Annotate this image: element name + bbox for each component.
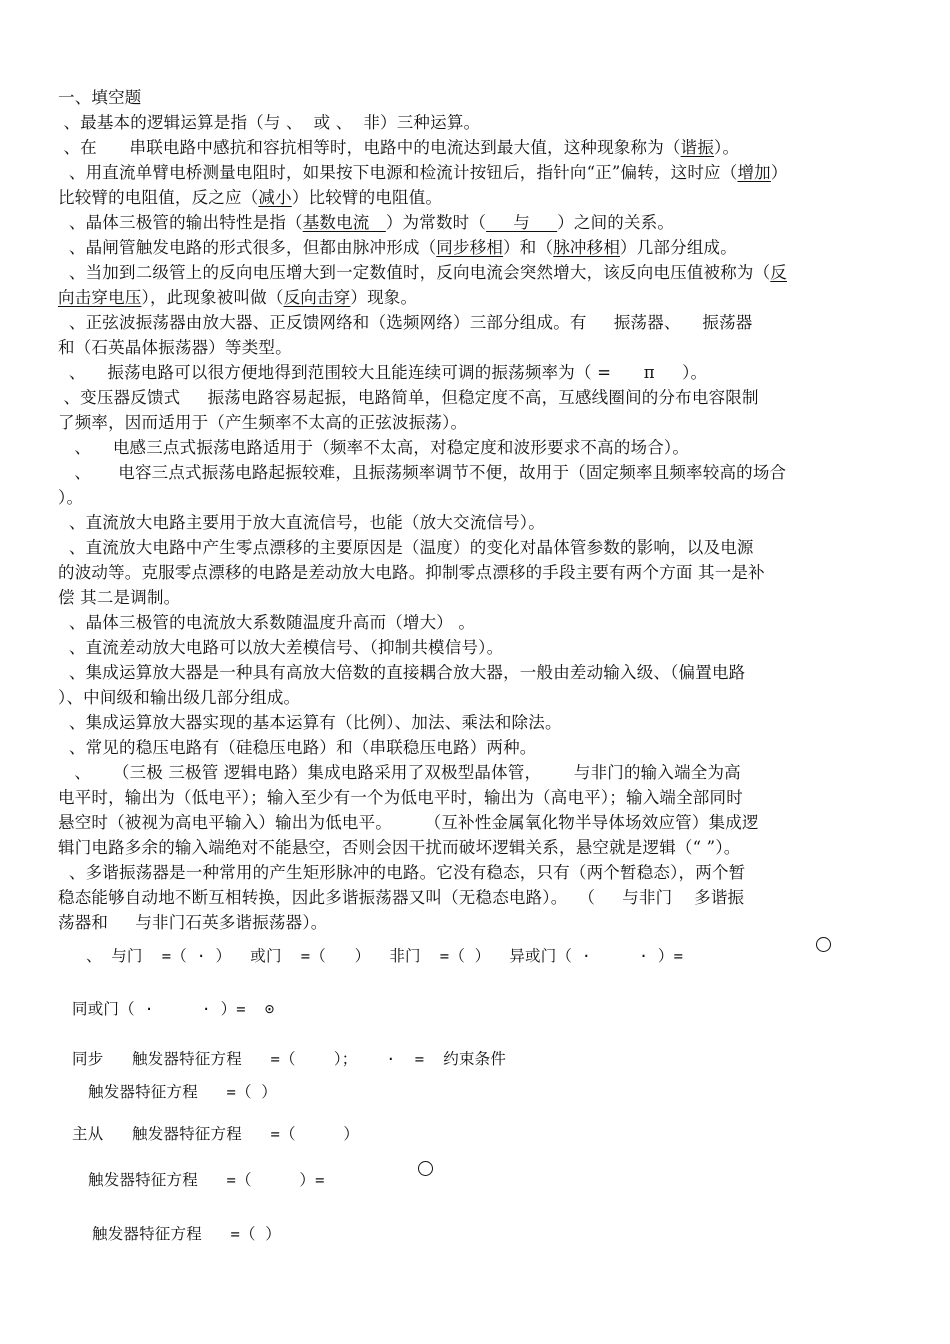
text-line bbox=[58, 163, 788, 183]
formula-text: 触发器特征方程 =（ ） bbox=[88, 1083, 277, 1101]
formula-text: 主从 触发器特征方程 =（ ） bbox=[72, 1125, 360, 1143]
formula-line bbox=[86, 946, 683, 966]
formula-text: 、 与门 =（ · ） 或门 =（ ） 非门 =（ ） 异或门（ · · ）= bbox=[86, 947, 684, 965]
text-line bbox=[58, 538, 754, 558]
line-text: 、晶体三极管的电流放大系数随温度升高而（增大） 。 bbox=[58, 613, 476, 632]
line-text: ）之间的关系。 bbox=[557, 213, 675, 232]
line-text: 辑门电路多余的输入端绝对不能悬空，否则会因干扰而破坏逻辑关系，悬空就是逻辑（“ ”）。 bbox=[58, 838, 741, 857]
text-line bbox=[58, 888, 744, 908]
line-text: ）现象。 bbox=[350, 288, 418, 307]
line-text: 、多谐振荡器是一种常用的产生矩形脉冲的电路。它没有稳态，只有（两个暂稳态），两个暂 bbox=[58, 863, 746, 882]
line-text: ）和（ bbox=[503, 238, 554, 257]
text-line bbox=[58, 663, 745, 683]
underlined-answer: 基数电流 bbox=[302, 213, 386, 232]
text-line bbox=[58, 363, 707, 383]
text-line bbox=[58, 288, 417, 308]
underlined-answer: 反 bbox=[770, 263, 787, 282]
underlined-answer: 反向击穿 bbox=[283, 288, 351, 307]
line-text: 稳态能够自动地不断互相转换，因此多谐振荡器又叫（无稳态电路）。 （ 与非门 多谐振 bbox=[58, 888, 745, 907]
formula-text: 触发器特征方程 =（ ） bbox=[92, 1225, 281, 1243]
text-line bbox=[58, 438, 689, 458]
line-text: ）、中间级和输出级几部分组成。 bbox=[58, 688, 301, 707]
text-line bbox=[58, 713, 562, 733]
underlined-answer: 减小 bbox=[258, 188, 292, 207]
formula-line bbox=[88, 1170, 325, 1190]
line-text: 、集成运算放大器是一种具有高放大倍数的直接耦合放大器，一般由差动输入级、（偏置电路 bbox=[58, 663, 746, 682]
text-line bbox=[58, 113, 480, 133]
text-line bbox=[58, 488, 83, 508]
text-line bbox=[58, 838, 740, 858]
text-line bbox=[58, 513, 545, 533]
formula-text: 同或门（ · · ）= ⊙ bbox=[72, 1000, 275, 1018]
line-text: 、 振荡电路可以很方便地得到范围较大且能连续可调的振荡频率为（ = π ）。 bbox=[58, 363, 708, 382]
underlined-answer: 增加 bbox=[737, 163, 771, 182]
line-text: 了频率，因而适用于（产生频率不太高的正弦波振荡）。 bbox=[58, 413, 468, 432]
underlined-answer: 向击穿电压 bbox=[58, 288, 142, 307]
text-line bbox=[58, 738, 537, 758]
text-line bbox=[58, 263, 787, 283]
text-line bbox=[58, 588, 180, 608]
line-text: ） bbox=[770, 163, 788, 182]
line-text: 、晶闸管触发电路的形式很多，但都由脉冲形成（ bbox=[58, 238, 437, 257]
underlined-answer: 与 bbox=[486, 213, 558, 232]
text-line bbox=[58, 913, 327, 933]
xor-circle-symbol bbox=[418, 1161, 433, 1176]
line-text: 、集成运算放大器实现的基本运算有（比例）、加法、乘法和除法。 bbox=[58, 713, 562, 732]
underlined-answer: 谐振 bbox=[680, 138, 715, 157]
line-text: 一、填空题 bbox=[58, 88, 142, 107]
formula-line bbox=[72, 1049, 506, 1069]
line-text: 和（石英晶体振荡器）等类型。 bbox=[58, 338, 292, 357]
text-line bbox=[58, 88, 142, 108]
formula-text: 同步 触发器特征方程 =（ ）； · = 约束条件 bbox=[72, 1050, 507, 1068]
line-text: 的波动等。克服零点漂移的电路是差动放大电路。抑制零点漂移的手段主要有两个方面 其一是补 bbox=[58, 563, 765, 582]
line-text: ）。 bbox=[58, 488, 84, 507]
text-line bbox=[58, 338, 292, 358]
text-line bbox=[58, 313, 753, 333]
line-text: ）几部分组成。 bbox=[620, 238, 737, 257]
line-text: 、常见的稳压电路有（硅稳压电路）和（串联稳压电路）两种。 bbox=[58, 738, 537, 757]
text-line bbox=[58, 388, 759, 408]
line-text: 、 电容三点式振荡电路起振较难，且振荡频率调节不便，故用于（固定频率且频率较高的场合 bbox=[58, 463, 787, 482]
formula-line bbox=[72, 1124, 359, 1144]
formula-line bbox=[92, 1224, 281, 1244]
text-line bbox=[58, 613, 475, 633]
line-text: 、最基本的逻辑运算是指（与 、 或 、 非）三种运算。 bbox=[58, 113, 481, 132]
text-line bbox=[58, 813, 759, 833]
line-text: 比较臂的电阻值，反之应（ bbox=[58, 188, 259, 207]
line-text: ）比较臂的电阻值。 bbox=[291, 188, 443, 207]
text-line bbox=[58, 463, 786, 483]
text-line bbox=[58, 213, 674, 233]
line-text: 、 （三极 三极管 逻辑电路）集成电路采用了双极型晶体管， 与非门的输入端全为高 bbox=[58, 763, 741, 782]
text-line bbox=[58, 688, 300, 708]
line-text: 、晶体三极管的输出特性是指（ bbox=[58, 213, 303, 232]
underlined-answer: 同步移相 bbox=[436, 238, 504, 257]
line-text: ）。 bbox=[714, 138, 740, 157]
text-line bbox=[58, 563, 765, 583]
line-text: 悬空时（被视为高电平输入）输出为低电平。 （互补性金属氧化物半导体场效应管）集成逻 bbox=[58, 813, 759, 832]
line-text: 、 电感三点式振荡电路适用于（频率不太高，对稳定度和波形要求不高的场合）。 bbox=[58, 438, 690, 457]
line-text: 荡器和 与非门石英多谐振荡器）。 bbox=[58, 913, 328, 932]
text-line bbox=[58, 638, 503, 658]
line-text: 、正弦波振荡器由放大器、正反馈网络和（选频网络）三部分组成。有 振荡器、 振荡器 bbox=[58, 313, 753, 332]
formula-text: 触发器特征方程 =（ ）= bbox=[88, 1171, 325, 1189]
line-text: 、直流差动放大电路可以放大差模信号、（抑制共模信号）。 bbox=[58, 638, 504, 657]
formula-line bbox=[88, 1082, 277, 1102]
text-line bbox=[58, 763, 741, 783]
text-line bbox=[58, 138, 739, 158]
line-text: 、变压器反馈式 振荡电路容易起振，电路简单，但稳定度不高，互感线圈间的分布电容限制 bbox=[58, 388, 759, 407]
line-text: ）为常数时（ bbox=[385, 213, 487, 232]
line-text: 、直流放大电路中产生零点漂移的主要原因是（温度）的变化对晶体管参数的影响，以及电源 bbox=[58, 538, 754, 557]
line-text: 、在 串联电路中感抗和容抗相等时，电路中的电流达到最大值，这种现象称为（ bbox=[58, 138, 681, 157]
line-text: 、直流放大电路主要用于放大直流信号，也能（放大交流信号）。 bbox=[58, 513, 545, 532]
line-text: 、当加到二级管上的反向电压增大到一定数值时，反向电流会突然增大，该反向电压值被称为（ bbox=[58, 263, 771, 282]
text-line bbox=[58, 188, 442, 208]
text-line bbox=[58, 863, 745, 883]
line-text: 、用直流单臂电桥测量电阻时，如果按下电源和检流计按钮后，指针向“正”偏转，这时应（ bbox=[58, 163, 738, 182]
line-text: 电平时，输出为（低电平）；输入至少有一个为低电平时，输出为（高电平）；输入端全部同时 bbox=[58, 788, 743, 807]
formula-line bbox=[72, 999, 274, 1019]
xor-circle-symbol bbox=[816, 937, 831, 952]
text-line bbox=[58, 413, 467, 433]
text-line bbox=[58, 788, 743, 808]
text-line bbox=[58, 238, 737, 258]
underlined-answer: 脉冲移相 bbox=[553, 238, 621, 257]
line-text: ），此现象被叫做（ bbox=[141, 288, 284, 307]
line-text: 偿 其二是调制。 bbox=[58, 588, 181, 607]
